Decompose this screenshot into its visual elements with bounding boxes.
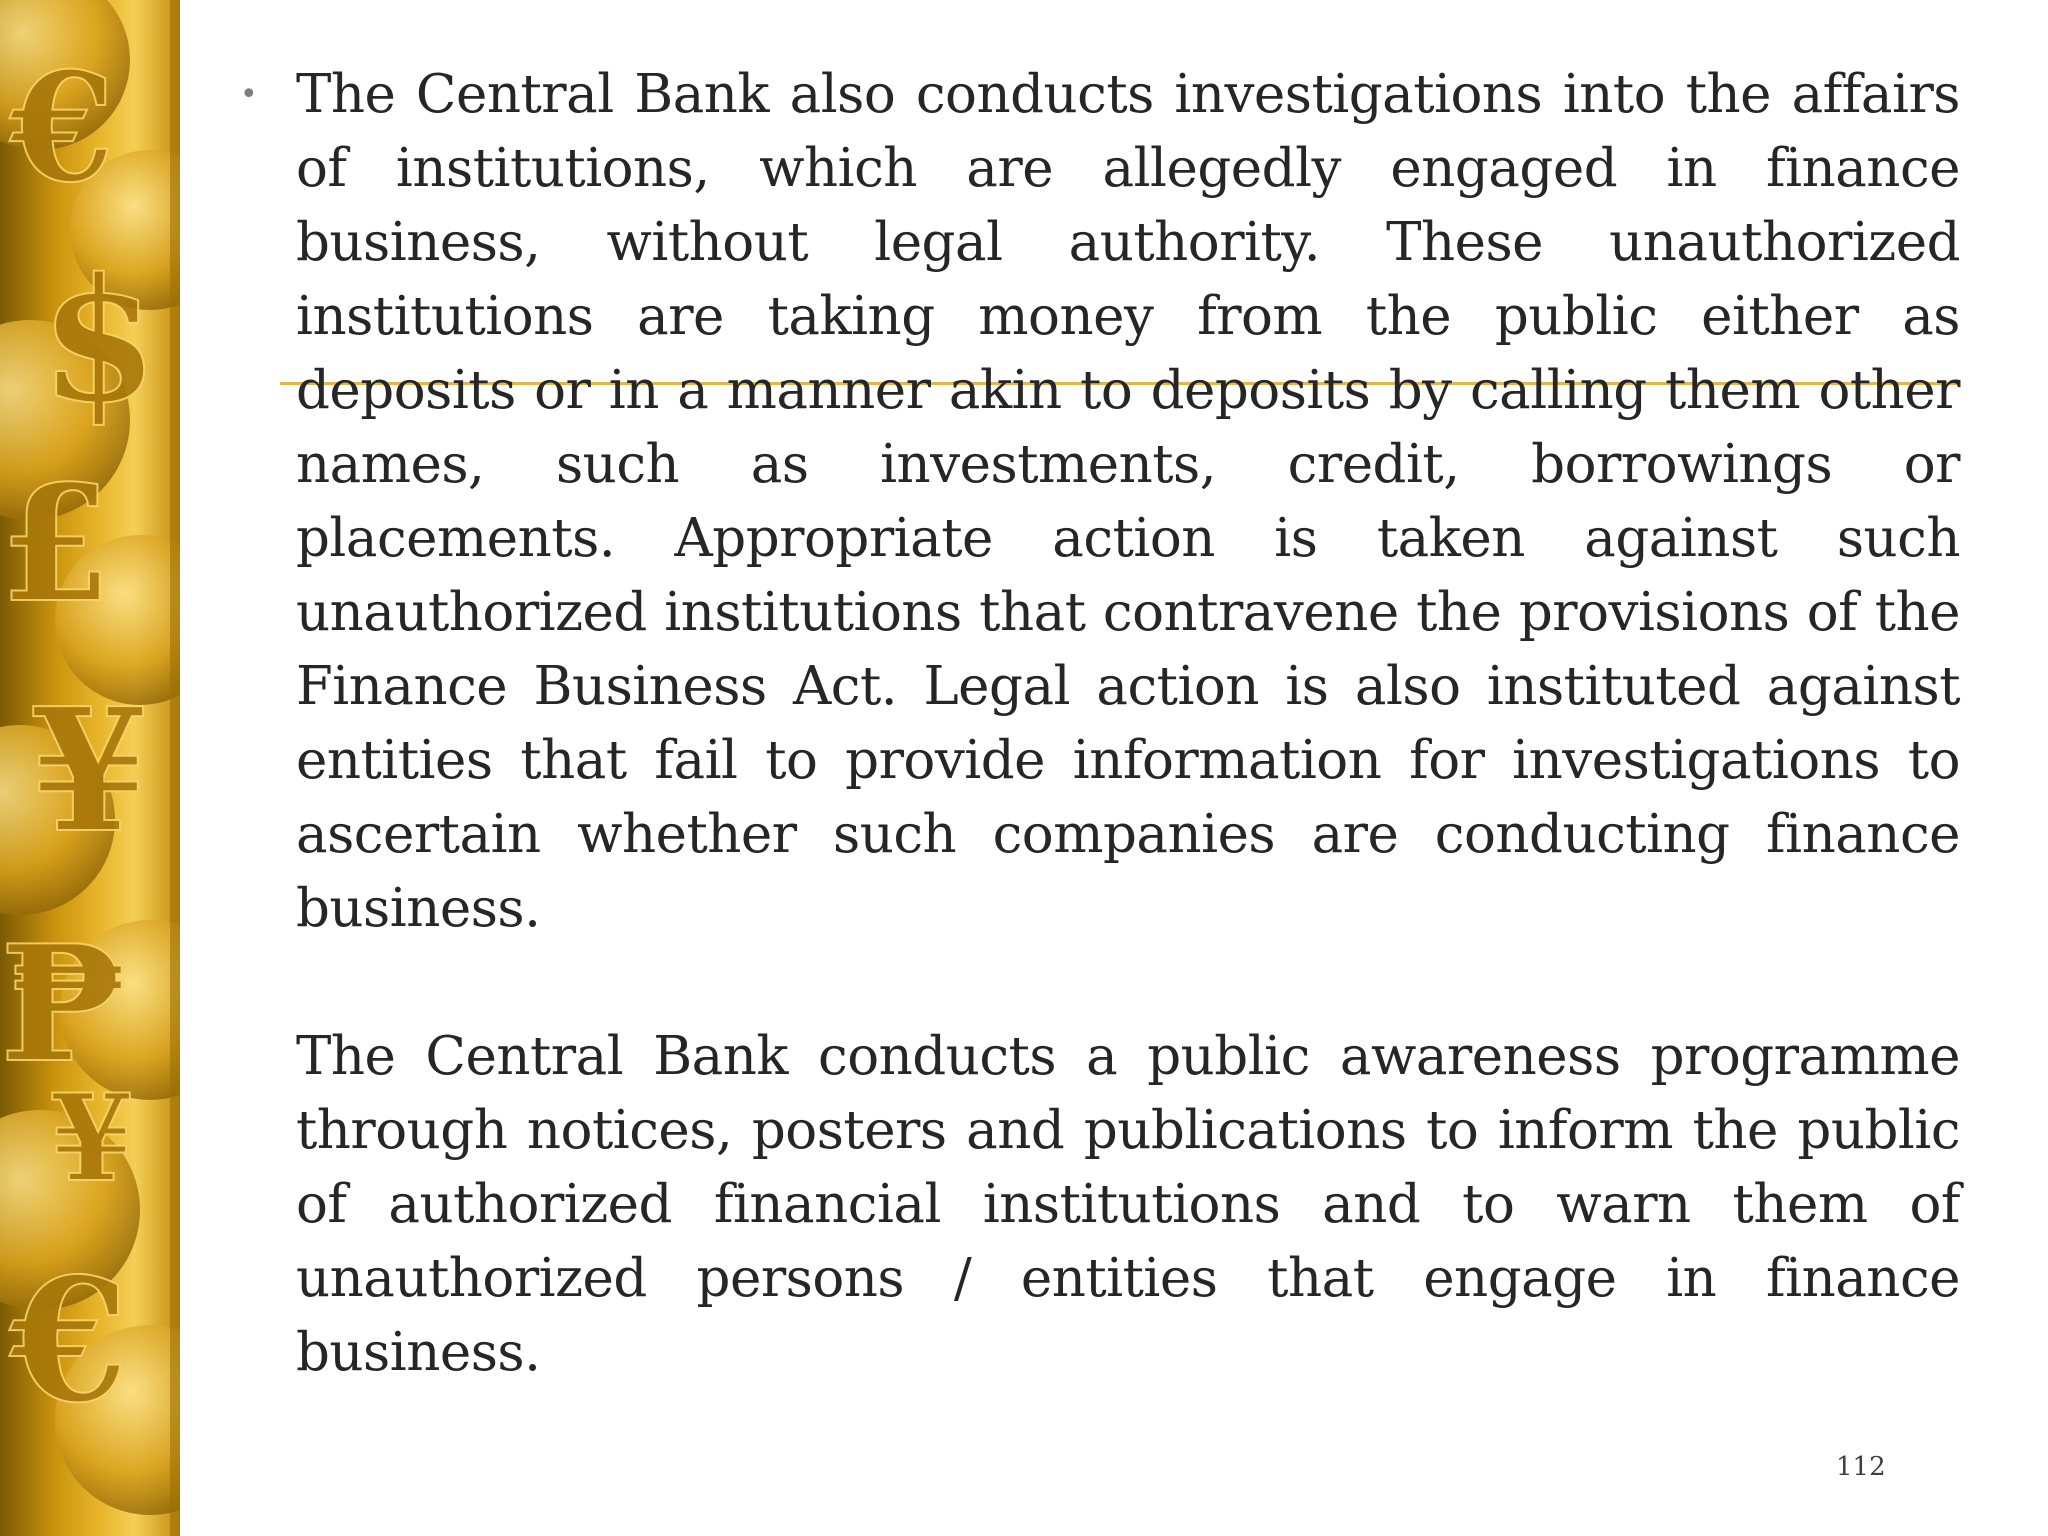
svg-text:$: $ [40,241,159,441]
gold-currency-banner-image [0,0,180,1536]
svg-text:¥: ¥ [30,671,149,871]
svg-text:€: € [10,40,115,216]
bullet-point: • [240,77,258,112]
paragraph-public-awareness: The Central Bank conducts a public awareness programme through notices, posters and publications to inform the public of authorized financial institutions and to warn them of unauthorized persons / entities that engage in finance business. [296,1026,1960,1383]
svg-text:₱: ₱ [0,910,127,1098]
svg-text:€: € [10,1241,129,1441]
paragraph-investigations: The Central Bank also conducts investigations into the affairs of institutions, which are allegedly engaged in finance business, without legal authority. These unauthorized institutions are taking money from the public either as deposits or in a manner akin to deposits by calling them other names, such as investments, credit, borrowings or placements. Appropriate action is taken against such unauthorized institutions that contravene the provisions of the Finance Business Act. Legal action is also instituted against entities that fail to provide information for investigations to ascertain whether such companies are conducting finance business. [296,64,1960,939]
page-number: 112 [1836,1452,1886,1482]
svg-text:£: £ [0,450,112,638]
currency-symbols-art [0,0,180,1536]
slide-content [240,58,1960,1390]
svg-text:¥: ¥ [50,1068,134,1209]
